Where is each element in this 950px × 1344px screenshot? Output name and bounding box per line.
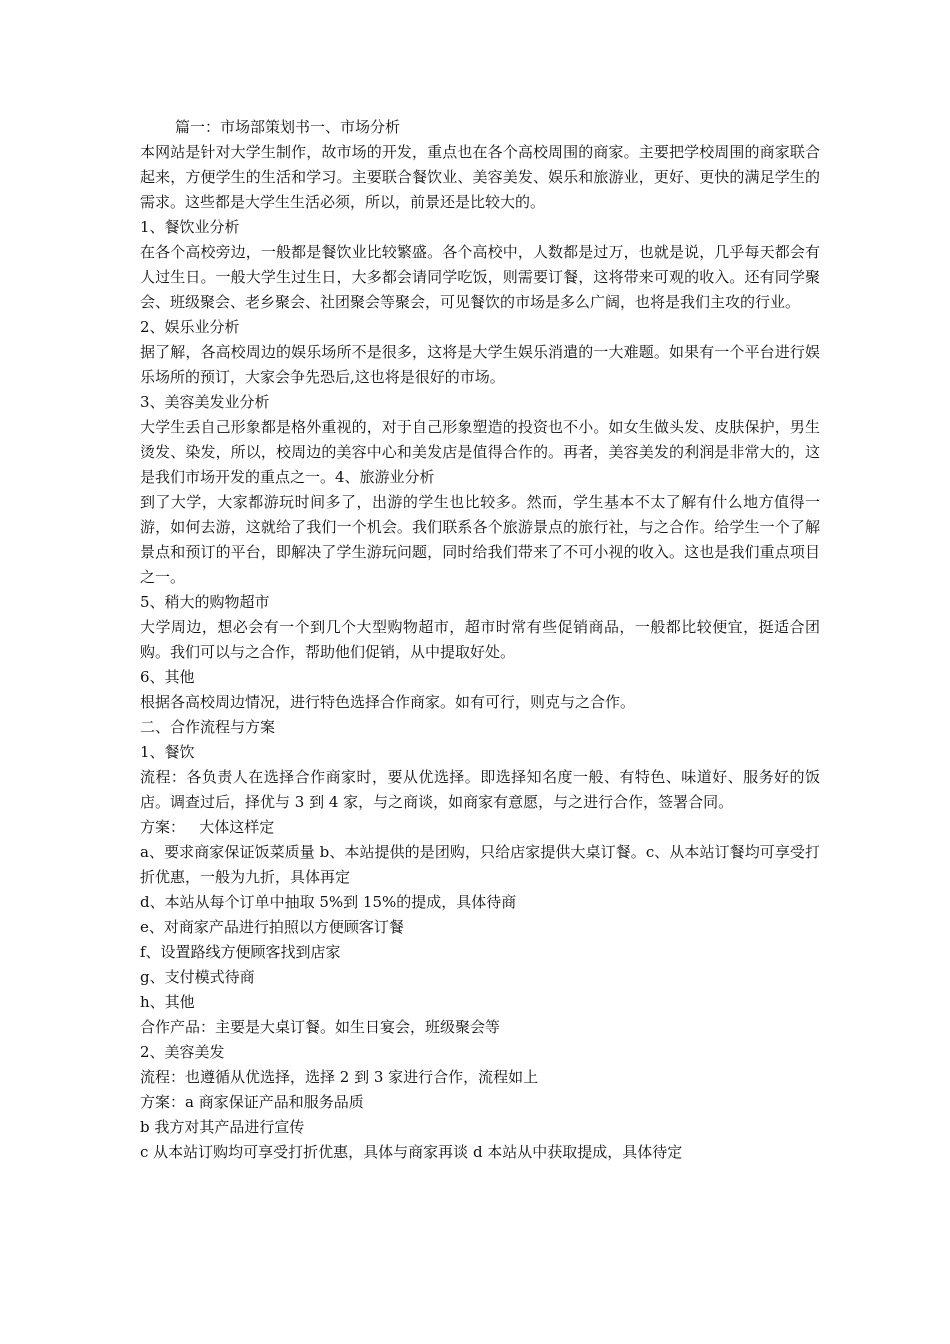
catering-plan: 方案： 大体这样定 bbox=[140, 818, 275, 836]
subsection-heading-catering: 1、餐饮 bbox=[140, 743, 195, 761]
section-body-tourism: 到了大学，大家都游玩时间多了，出游的学生也比较多。然而，学生基本不太了解有什么地方值得一游，如何去游，这就给了我们一个机会。我们联系各个旅游景点的旅行社，与之合作。给学生一个了解景点和预订的平台，即解决了学生游玩问题，同时给我们带来了不可小视的收入。这也是我们重点项目之一。 bbox=[140, 493, 820, 586]
beauty-plan: 方案：a 商家保证产品和服务品质 bbox=[140, 1093, 364, 1111]
section-body-supermarket: 大学周边，想必会有一个到几个大型购物超市，超市时常有些促销商品，一般都比较便宜，挺适合团购。我们可以与之合作，帮助他们促销，从中提取好处。 bbox=[140, 618, 820, 661]
beauty-plan-c: c 从本站订购均可享受打折优惠，具体与商家再谈 d 本站从中获取提成，具体待定 bbox=[140, 1143, 683, 1161]
section-body-beauty: 大学生丢自己形象都是格外重视的，对于自己形象塑造的投资也不小。如女生做头发、皮肤保护，男生烫发、染发，所以，校周边的美容中心和美发店是值得合作的。再者，美容美发的利润是非常大的，这是我们市场开发的重点之一。4、旅游业分析 bbox=[140, 418, 820, 486]
beauty-flow: 流程：也遵循从优选择，选择 2 到 3 家进行合作，流程如上 bbox=[140, 1068, 539, 1086]
catering-plan-e: e、对商家产品进行拍照以方便顾客订餐 bbox=[140, 918, 404, 936]
section-heading-entertainment: 2、娱乐业分析 bbox=[140, 318, 240, 336]
part-two-heading: 二、合作流程与方案 bbox=[140, 718, 276, 736]
catering-flow: 流程：各负责人在选择合作商家时，要从优选择。即选择知名度一般、有特色、味道好、服务好的饭店。调查过后，择优与 3 到 4 家，与之商谈，如商家有意愿，与之进行合作，签署合同。 bbox=[140, 768, 820, 811]
document-body bbox=[140, 115, 820, 1165]
catering-plan-h: h、其他 bbox=[140, 993, 195, 1011]
catering-plan-d: d、本站从每个订单中抽取 5%到 15%的提成，具体待商 bbox=[140, 893, 517, 911]
subsection-heading-beauty: 2、美容美发 bbox=[140, 1043, 225, 1061]
section-heading-supermarket: 5、稍大的购物超市 bbox=[140, 593, 270, 611]
intro-paragraph: 本网站是针对大学生制作，故市场的开发，重点也在各个高校周围的商家。主要把学校周围的商家联合起来，方便学生的生活和学习。主要联合餐饮业、美容美发、娱乐和旅游业，更好、更快的满足学生的需求。这些都是大学生生活必须，所以，前景还是比较大的。 bbox=[140, 143, 820, 211]
section-body-catering: 在各个高校旁边，一般都是餐饮业比较繁盛。各个高校中，人数都是过万，也就是说，几乎每天都会有人过生日。一般大学生过生日，大多都会请同学吃饭，则需要订餐，这将带来可观的收入。还有同学聚会、班级聚会、老乡聚会、社团聚会等聚会，可见餐饮的市场是多么广阔，也将是我们主攻的行业。 bbox=[140, 243, 820, 311]
catering-plan-g: g、支付模式待商 bbox=[140, 968, 255, 986]
section-heading-beauty: 3、美容美发业分析 bbox=[140, 393, 270, 411]
catering-plan-a: a、要求商家保证饭菜质量 b、本站提供的是团购，只给店家提供大桌订餐。c、从本站订餐均可享受打折优惠，一般为九折，具体再定 bbox=[140, 843, 820, 886]
catering-plan-f: f、设置路线方便顾客找到店家 bbox=[140, 943, 341, 961]
section-body-entertainment: 据了解，各高校周边的娱乐场所不是很多，这将是大学生娱乐消遣的一大难题。如果有一个平台进行娱乐场所的预订，大家会争先恐后,这也将是很好的市场。 bbox=[140, 343, 820, 386]
catering-products: 合作产品：主要是大桌订餐。如生日宴会，班级聚会等 bbox=[140, 1018, 501, 1036]
beauty-plan-b: b 我方对其产品进行宣传 bbox=[140, 1118, 305, 1136]
section-heading-other: 6、其他 bbox=[140, 668, 195, 686]
section-body-other: 根据各高校周边情况，进行特色选择合作商家。如有可行，则克与之合作。 bbox=[140, 693, 636, 711]
document-title: 篇一：市场部策划书一、市场分析 bbox=[175, 118, 401, 136]
section-heading-catering: 1、餐饮业分析 bbox=[140, 218, 240, 236]
